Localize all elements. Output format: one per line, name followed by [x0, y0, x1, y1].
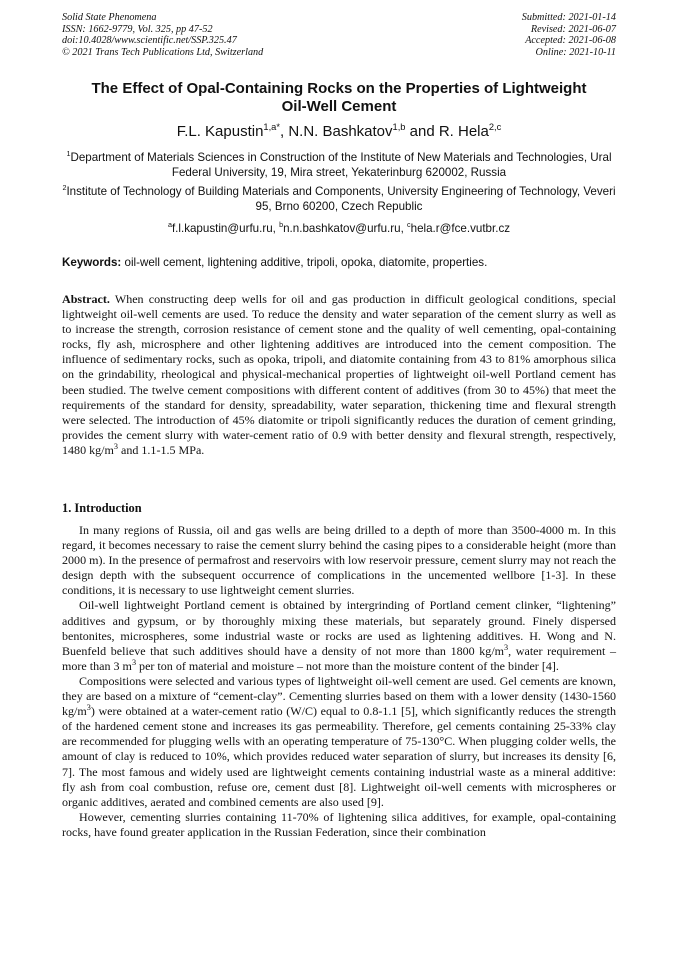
email-address: hela.r@fce.vutbr.cz	[410, 222, 511, 235]
author-separator: and	[405, 123, 439, 140]
paper-title	[62, 80, 616, 116]
superscript: 3	[504, 642, 509, 652]
author-name: N.N. Bashkatov	[288, 123, 393, 140]
date-online: Online: 2021-10-11	[535, 46, 616, 58]
superscript: 3	[86, 703, 91, 713]
journal-name: Solid State Phenomena	[62, 12, 157, 23]
keywords-label: Keywords:	[62, 256, 122, 269]
email-mark: c	[407, 220, 411, 230]
author-name: R. Hela	[438, 123, 489, 140]
author-list	[62, 123, 616, 141]
keywords	[62, 256, 616, 270]
author-superscript: 1,a*	[263, 122, 280, 132]
author-name: F.L. Kapustin	[176, 123, 264, 140]
paragraph-text: Compositions were selected and various types of lightweight oil-well cement are used. Gel cements are known, they are based on a mixture of “cement-clay”. Cementing slurries based on them with a lower density (1430-1560 kg/m	[62, 673, 616, 719]
date-accepted: Accepted: 2021-06-08	[525, 35, 616, 47]
introduction-body	[62, 523, 616, 840]
title-line-1: The Effect of Opal-Containing Rocks on the Properties of Lightweight	[91, 80, 587, 97]
paragraph-text: ) were obtained at a water-cement ratio (W/C) equal to 0.8-1.1 [5], which significantly reduces the strength of the hardened cement stone and increases its gas permeability. Therefore, gel cements containing 25-33% clay are recommended for plugging wells with an operating temperature of 75-130°C. When plugging colder wells, the amount of clay is reduced to 10%, which provides reduced water separation of slurry, but increases its density [6, 7]. The most famous and widely used are lightweight cements containing industrial waste as a mineral additive: fly ash from coal combustion, refuse ore, cement dust [8]. Lightweight oil-well cements with microspheres or organic additives, aerated and combined cements are also used [9].	[62, 704, 616, 809]
paragraph: In many regions of Russia, oil and gas wells are being drilled to a depth of more than 3500-4000 m. In this regard, it becomes necessary to raise the cement slurry behind the casing pipes to a considerable height (more than 2000 m). In the presence of permafrost and reservoirs with low reservoir pressure, cement slurry may not reach the design depth with the subsequent occurrence of complications in the uncemented wellbore [1-3]. In these conditions, it is necessary to use lightweight cement slurries.	[62, 523, 616, 598]
paragraph	[62, 674, 616, 810]
paragraph: However, cementing slurries containing 11-70% of lightening silica additives, for example, opal-containing rocks, have found greater application in the Russian Federation, since their combination	[62, 809, 616, 839]
email-mark: b	[279, 220, 284, 230]
email-separator: ,	[272, 222, 280, 235]
abstract-text-end: and 1.1-1.5 MPa.	[117, 442, 205, 457]
abstract	[62, 292, 616, 458]
email-separator: ,	[400, 222, 408, 235]
abstract-label: Abstract.	[62, 292, 110, 306]
date-revised: Revised: 2021-06-07	[530, 23, 616, 35]
author-emails	[62, 222, 616, 236]
section-heading: 1. Introduction	[62, 501, 142, 515]
abstract-superscript: 3	[113, 441, 118, 451]
abstract-text: When constructing deep wells for oil and gas production in difficult geological conditions, special lightweight oil-well cements are used. To reduce the density and water separation of the cement slurry as well as to increase the strength, corrosion resistance of cement stone and the quality of well cementing, opal-containing rocks, fly ash, microsphere and other lightening additives are introduced into the cement composition. The influence of sedimentary rocks, such as opoka, tripoli, and diatomite containing from 43 to 81% amorphous silica on the grindability, rheological and physical-mechanical properties of lightweight oil-well Portland cement has been studied. The twelve cement compositions with different content of additives (from 30 to 45%) that meet the requirements of the standard for density, spreadability, water separation, thickening time and flexural strength were selected. The introduction of 45% diatomite or tripoli significantly reduces the duration of cement grinding, provides the cement slurry with water-cement ratio of 0.9 with better density and flexural strength, respectively, 1480 kg/m	[62, 292, 616, 457]
paragraph-text: , water requirement – more than 3 m	[62, 643, 616, 673]
author-superscript: 2,c	[488, 122, 502, 132]
journal-doi: doi:10.4028/www.scientific.net/SSP.325.47	[62, 35, 237, 47]
affiliation-text: Institute of Technology of Building Materials and Components, University Engineering of Technology, Veveri 95, Brno 60200, Czech Republic	[66, 185, 616, 213]
affiliation-mark: 1	[66, 149, 71, 159]
email-address: n.n.bashkatov@urfu.ru	[283, 222, 401, 235]
email-mark: a	[167, 220, 172, 230]
paragraph-text: Oil-well lightweight Portland cement is obtained by intergrinding of Portland cement clinker, “lightening” additives and gypsum, or by thoroughly mixing these materials, but separately ground. Finely dispersed bentonites, microspheres, some industrial waste or rocks are used as lightening additives. H. Wong and N. Buenfeld believe that such additives should have a density of not more than 1800 kg/m	[62, 598, 616, 658]
affiliation-text: Department of Materials Sciences in Construction of the Institute of New Materials and Technologies, Ural Federal University, 19, Mira street, Yekaterinburg 620002, Russia	[70, 151, 612, 179]
author-superscript: 1,b	[392, 122, 406, 132]
email-address: f.l.kapustin@urfu.ru	[171, 222, 273, 235]
superscript: 3	[131, 657, 137, 667]
author-separator: ,	[279, 123, 289, 140]
paragraph-text: per ton of material and moisture – not more than the moisture content of the binder [4].	[136, 658, 559, 673]
affiliation-mark: 2	[62, 183, 67, 193]
title-line-2: Oil-Well Cement	[281, 98, 397, 115]
publication-dates	[522, 12, 616, 58]
affiliation-2	[62, 184, 616, 214]
keywords-text: oil-well cement, lightening additive, tripoli, opoka, diatomite, properties.	[121, 256, 488, 269]
date-submitted: Submitted: 2021-01-14	[521, 12, 616, 23]
affiliation-1	[62, 150, 616, 180]
journal-copyright: © 2021 Trans Tech Publications Ltd, Switzerland	[62, 46, 264, 58]
journal-issn: ISSN: 1662-9779, Vol. 325, pp 47-52	[62, 23, 213, 35]
journal-info	[62, 12, 263, 58]
paragraph	[62, 598, 616, 673]
